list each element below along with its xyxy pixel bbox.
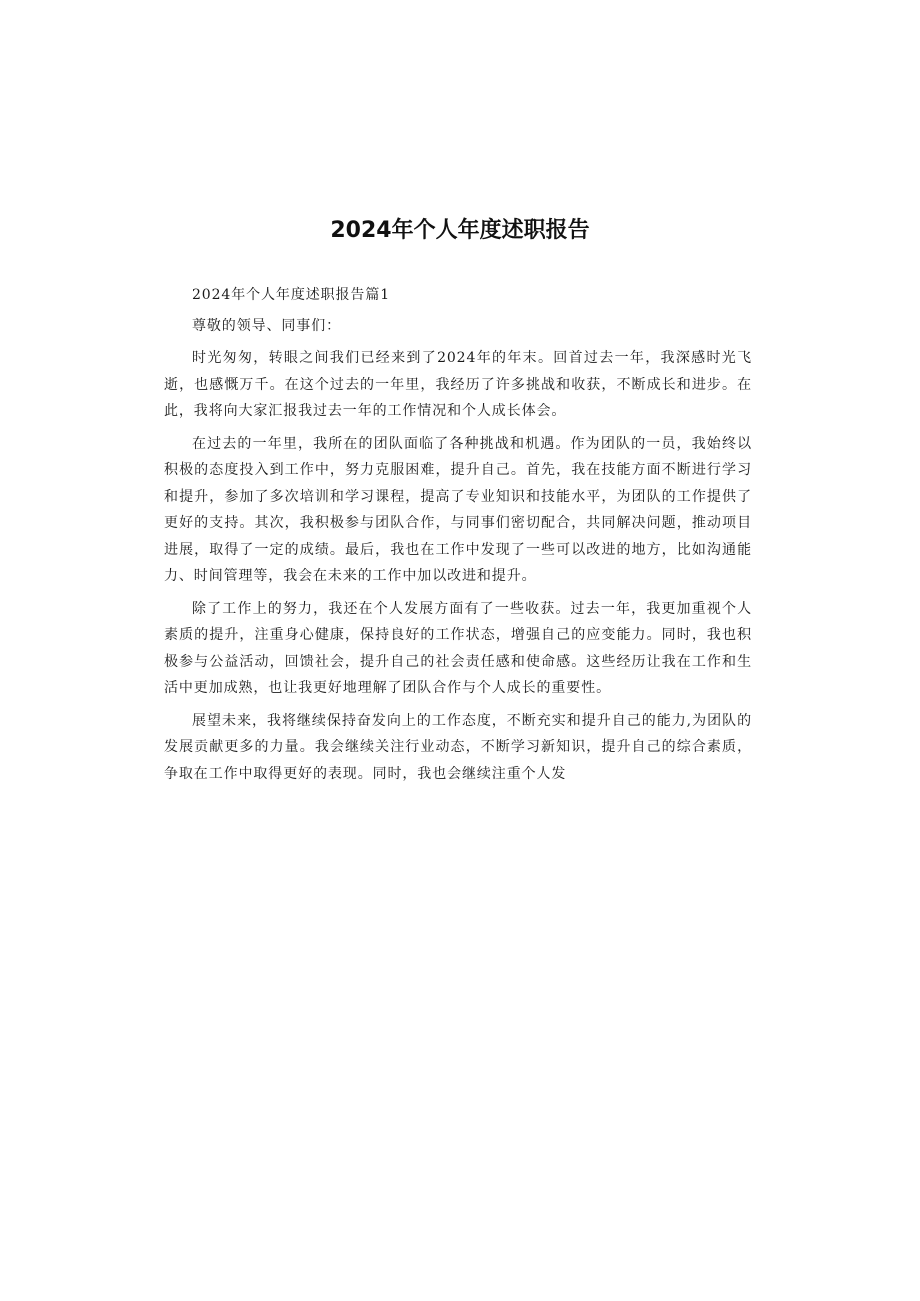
- paragraph-work: 在过去的一年里，我所在的团队面临了各种挑战和机遇。作为团队的一员，我始终以积极的态度投入到工作中，努力克服困难，提升自己。首先，我在技能方面不断进行学习和提升，参加了多次培训和学习课程，提高了专业知识和技能水平，为团队的工作提供了更好的支持。其次，我积极参与团队合作，与同事们密切配合，共同解决问题，推动项目进展，取得了一定的成绩。最后，我也在工作中发现了一些可以改进的地方，比如沟通能力、时间管理等，我会在未来的工作中加以改进和提升。: [164, 435, 752, 584]
- paragraph-personal: 除了工作上的努力，我还在个人发展方面有了一些收获。过去一年，我更加重视个人素质的提升，注重身心健康，保持良好的工作状态，增强自己的应变能力。同时，我也积极参与公益活动，回馈社会，提升自己的社会责任感和使命感。这些经历让我在工作和生活中更加成熟，也让我更好地理解了团队合作与个人成长的重要性。: [164, 600, 752, 696]
- paragraph-intro: 时光匆匆，转眼之间我们已经来到了2024年的年末。回首过去一年，我深感时光飞逝，也感慨万千。在这个过去的一年里，我经历了许多挑战和收获，不断成长和进步。在此，我将向大家汇报我过去一年的工作情况和个人成长体会。: [164, 350, 752, 419]
- document-title: 2024年个人年度述职报告: [330, 218, 590, 243]
- salutation: 尊敬的领导、同事们：: [192, 317, 341, 334]
- paragraph-outlook: 展望未来，我将继续保持奋发向上的工作态度，不断充实和提升自己的能力,为团队的发展贡献更多的力量。我会继续关注行业动态，不断学习新知识，提升自己的综合素质，争取在工作中取得更好的表现。同时，我也会继续注重个人发: [164, 712, 752, 782]
- document-body: [164, 282, 752, 793]
- section-heading: 2024年个人年度述职报告篇1: [192, 287, 391, 303]
